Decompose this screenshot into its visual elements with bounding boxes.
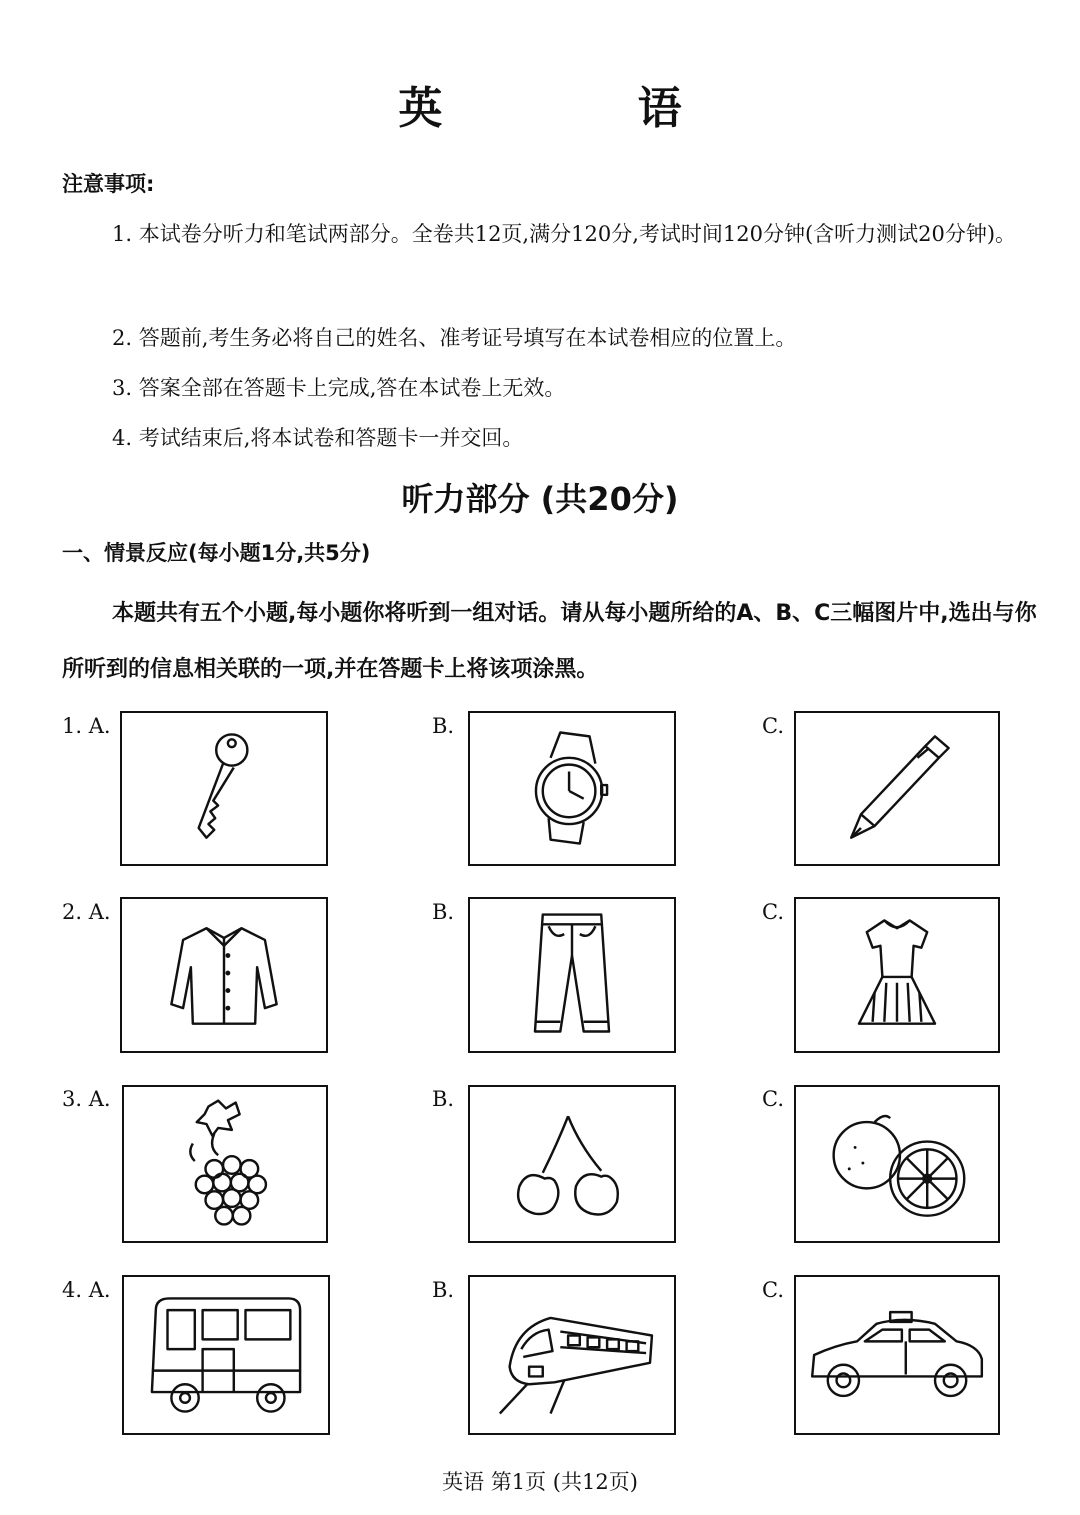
- pen-icon: [796, 713, 998, 864]
- bus-icon: [124, 1277, 328, 1433]
- jeans-icon: [470, 899, 674, 1051]
- train-icon: [470, 1277, 674, 1433]
- q4-b-label: B.: [432, 1278, 455, 1302]
- instruction-text: 本题共有五个小题,每小题你将听到一组对话。请从每小题所给的A、B、C三幅图片中,选出与你所听到的信息相关联的一项,并在答题卡上将该项涂黑。: [62, 601, 1037, 682]
- watch-icon: [470, 713, 674, 864]
- option-2c-box[interactable]: [794, 897, 1000, 1053]
- q1-a-label: 1. A.: [62, 714, 111, 738]
- q1-c-label: C.: [762, 714, 784, 738]
- section-title: 听力部分 (共20分): [401, 480, 679, 518]
- notice-heading: 注意事项:: [62, 172, 155, 196]
- notice-item-3: 3. 答案全部在答题卡上完成,答在本试卷上无效。: [112, 376, 566, 400]
- page-title: 英 语: [398, 83, 772, 134]
- q4-a-label: 4. A.: [62, 1278, 111, 1302]
- q2-c-label: C.: [762, 900, 784, 924]
- q3-c-label: C.: [762, 1087, 784, 1111]
- q2-a-label: 2. A.: [62, 900, 111, 924]
- grapes-icon: [124, 1087, 326, 1241]
- option-4a-box[interactable]: [122, 1275, 330, 1435]
- cherries-icon: [470, 1087, 674, 1241]
- option-2b-box[interactable]: [468, 897, 676, 1053]
- q4-c-label: C.: [762, 1278, 784, 1302]
- q2-b-label: B.: [432, 900, 455, 924]
- dress-icon: [796, 899, 998, 1051]
- notice-item-1: 1. 本试卷分听力和笔试两部分。全卷共12页,满分120分,考试时间120分钟(含听力测试20分钟)。: [112, 222, 1017, 246]
- q3-a-label: 3. A.: [62, 1087, 111, 1111]
- notice-item-4: 4. 考试结束后,将本试卷和答题卡一并交回。: [112, 426, 524, 450]
- page-footer: 英语 第1页 (共12页): [442, 1470, 638, 1494]
- part-heading: 一、情景反应(每小题1分,共5分): [62, 541, 371, 565]
- taxi-icon: [796, 1277, 998, 1433]
- notice-item-2: 2. 答题前,考生务必将自己的姓名、准考证号填写在本试卷相应的位置上。: [112, 326, 797, 350]
- q3-b-label: B.: [432, 1087, 455, 1111]
- option-1c-box[interactable]: [794, 711, 1000, 866]
- q1-b-label: B.: [432, 714, 455, 738]
- option-4b-box[interactable]: [468, 1275, 676, 1435]
- orange-icon: [796, 1087, 998, 1241]
- option-3a-box[interactable]: [122, 1085, 328, 1243]
- option-4c-box[interactable]: [794, 1275, 1000, 1435]
- key-icon: [122, 713, 326, 864]
- option-1a-box[interactable]: [120, 711, 328, 866]
- option-3b-box[interactable]: [468, 1085, 676, 1243]
- shirt-icon: [122, 899, 326, 1051]
- option-3c-box[interactable]: [794, 1085, 1000, 1243]
- option-1b-box[interactable]: [468, 711, 676, 866]
- option-2a-box[interactable]: [120, 897, 328, 1053]
